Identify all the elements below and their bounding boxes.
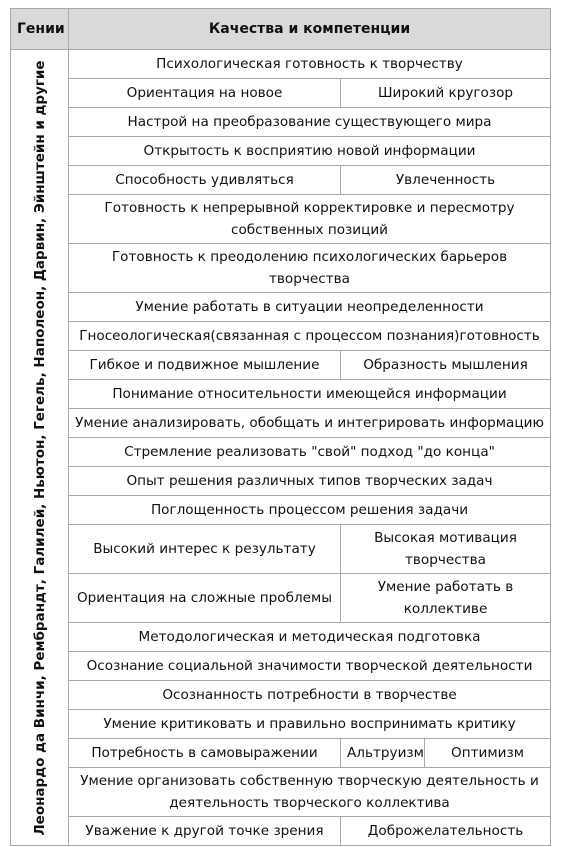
quality-cell: Альтруизм [341,739,425,768]
table-row [11,380,551,409]
quality-cell: Образность мышления [341,351,551,380]
header-row [11,9,551,50]
quality-cell: Готовность к преодолению психологических барьеров творчества [69,244,551,293]
quality-cell: Готовность к непрерывной корректировке и пересмотру собственных позиций [69,195,551,244]
table-row [11,623,551,652]
table-row [11,244,551,293]
geniuses-list: Леонардо да Винчи, Рембрандт, Галилей, Ньютон, Гегель, Наполеон, Дарвин, Эйнштейн и другие [31,59,48,836]
geniuses-header: Гении [11,9,69,50]
quality-cell: Осознание социальной значимости творческой деятельности [69,652,551,681]
quality-cell: Уважение к другой точке зрения [69,817,341,846]
quality-cell: Понимание относительности имеющейся информации [69,380,551,409]
qualities-header: Качества и компетенции [69,9,551,50]
table-row [11,50,551,79]
table-row [11,768,551,817]
table-row [11,195,551,244]
quality-cell: Умение работать в коллективе [341,574,551,623]
table-row [11,351,551,380]
table-row [11,137,551,166]
table-row [11,739,551,768]
table-row [11,322,551,351]
quality-cell: Умение анализировать, обобщать и интегрировать информацию [69,409,551,438]
quality-cell: Способность удивляться [69,166,341,195]
quality-cell: Осознанность потребности в творчестве [69,681,551,710]
table-row [11,467,551,496]
table-row [11,574,551,623]
table-row [11,652,551,681]
quality-cell: Высокая мотивация творчества [341,525,551,574]
table-row [11,496,551,525]
quality-cell: Психологическая готовность к творчеству [69,50,551,79]
quality-cell: Настрой на преобразование существующего мира [69,108,551,137]
geniuses-cell [11,50,69,846]
quality-cell: Умение работать в ситуации неопределенности [69,293,551,322]
table-row [11,710,551,739]
quality-cell: Умение организовать собственную творческую деятельность и деятельность творческого коллектива [69,768,551,817]
quality-cell: Ориентация на новое [69,79,341,108]
quality-cell: Методологическая и методическая подготовка [69,623,551,652]
quality-cell: Гносеологическая(связанная с процессом познания)готовность [69,322,551,351]
competencies-table [10,8,551,846]
table-row [11,293,551,322]
table-row [11,409,551,438]
quality-cell: Гибкое и подвижное мышление [69,351,341,380]
quality-cell: Доброжелательность [341,817,551,846]
table-row [11,525,551,574]
quality-cell: Широкий кругозор [341,79,551,108]
table-row [11,438,551,467]
quality-cell: Высокий интерес к результату [69,525,341,574]
table-row [11,79,551,108]
table-row [11,817,551,846]
quality-cell: Стремление реализовать "свой" подход "до конца" [69,438,551,467]
quality-cell: Увлеченность [341,166,551,195]
quality-cell: Ориентация на сложные проблемы [69,574,341,623]
table-row [11,681,551,710]
quality-cell: Оптимизм [425,739,551,768]
quality-cell: Открытость к восприятию новой информации [69,137,551,166]
quality-cell: Потребность в самовыражении [69,739,341,768]
quality-cell: Поглощенность процессом решения задачи [69,496,551,525]
table-row [11,166,551,195]
quality-cell: Опыт решения различных типов творческих задач [69,467,551,496]
quality-cell: Умение критиковать и правильно воспринимать критику [69,710,551,739]
table-row [11,108,551,137]
